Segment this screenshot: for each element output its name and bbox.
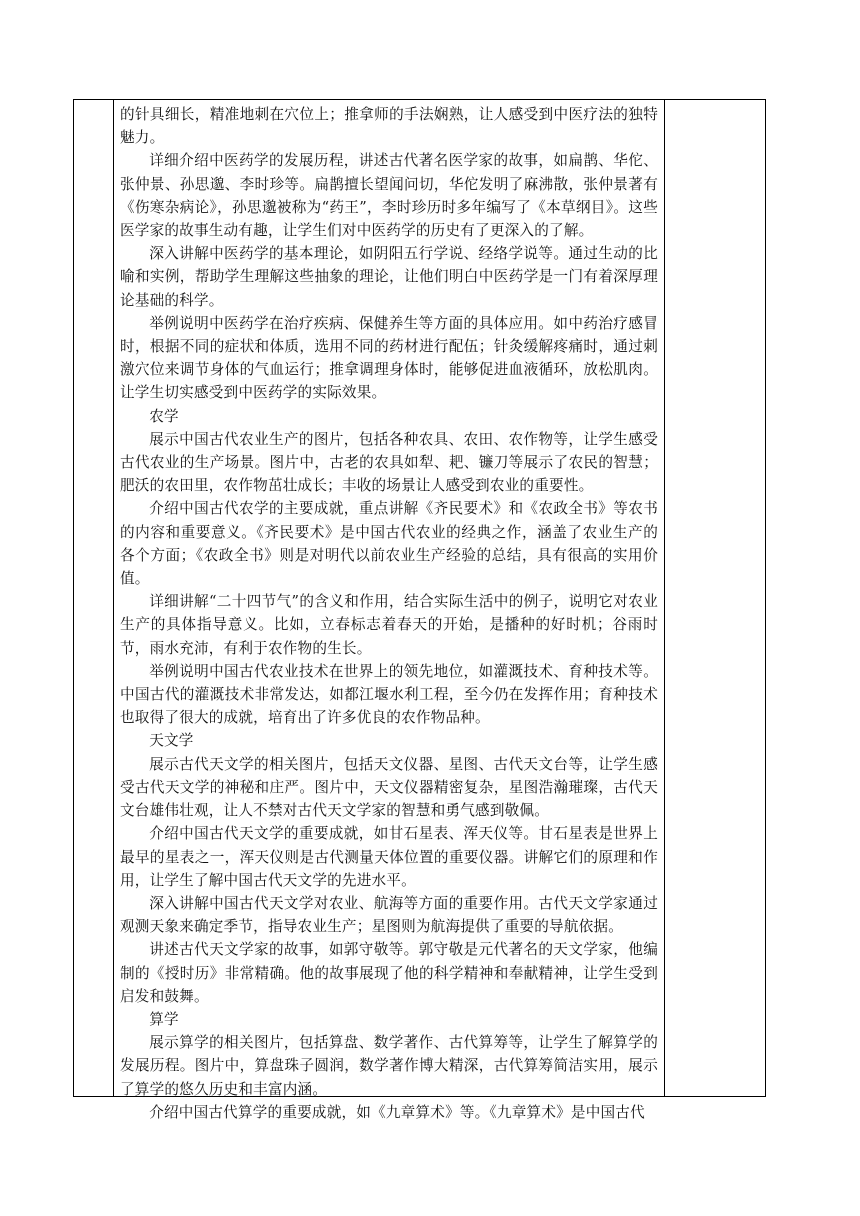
table-column-divider-right [664, 100, 665, 1096]
paragraph: 介绍中国古代算学的重要成就，如《九章算术》等。《九章算术》是中国古代 [149, 1103, 645, 1121]
paragraph: 讲述古代天文学家的故事，如郭守敬等。郭守敬是元代著名的天文学家，他编制的《授时历》非常精确。他的故事展现了他的科学精神和奉献精神，让学生受到启发和鼓舞。 [120, 941, 658, 1005]
paragraph: 深入讲解中医药学的基本理论，如阴阳五行学说、经络学说等。通过生动的比喻和实例，帮助学生理解这些抽象的理论，让他们明白中医药学是一门有着深厚理论基础的科学。 [120, 245, 658, 309]
paragraph: 展示中国古代农业生产的图片，包括各种农具、农田、农作物等，让学生感受古代农业的生产场景。图片中，古老的农具如犁、耙、镰刀等展示了农民的智慧；肥沃的农田里，农作物茁壮成长；丰收的场景让人感受到农业的重要性。 [120, 430, 658, 495]
paragraph: 介绍中国古代农学的主要成就，重点讲解《齐民要术》和《农政全书》等农书的内容和重要意义。《齐民要术》是中国古代农业的经典之作，涵盖了农业生产的各个方面；《农政全书》则是对明代以前农业生产经验的总结，具有很高的实用价值。 [120, 500, 658, 588]
lesson-content-cell [114, 100, 664, 1124]
paragraph: 举例说明中国古代农业技术在世界上的领先地位，如灌溉技术、育种技术等。中国古代的灌溉技术非常发达，如都江堰水利工程，至今仍在发挥作用；育种技术也取得了很大的成就，培育出了许多优良的农作物品种。 [120, 662, 658, 727]
paragraph: 举例说明中医药学在治疗疾病、保健养生等方面的具体应用。如中药治疗感冒时，根据不同的症状和体质，选用不同的药材进行配伍；针灸缓解疼痛时，通过刺激穴位来调节身体的气血运行；推拿调理身体时，能够促进血液循环，放松肌肉。让学生切实感受到中医药学的实际效果。 [120, 314, 658, 402]
paragraph: 详细讲解“二十四节气”的含义和作用，结合实际生活中的例子，说明它对农业生产的具体指导意义。比如，立春标志着春天的开始，是播种的好时机；谷雨时节，雨水充沛，有利于农作物的生长。 [120, 593, 658, 657]
paragraph: 介绍中国古代天文学的重要成就，如甘石星表、浑天仪等。甘石星表是世界上最早的星表之一，浑天仪则是古代测量天体位置的重要仪器。讲解它们的原理和作用，让学生了解中国古代天文学的先进水平。 [120, 825, 658, 889]
paragraph: 展示算学的相关图片，包括算盘、数学著作、古代算筹等，让学生了解算学的发展历程。图片中，算盘珠子圆润，数学著作博大精深，古代算筹简洁实用，展示了算学的悠久历史和丰富内涵。 [120, 1034, 658, 1098]
paragraph: 详细介绍中医药学的发展历程，讲述古代著名医学家的故事，如扁鹊、华佗、张仲景、孙思邈、李时珍等。扁鹊擅长望闻问切，华佗发明了麻沸散，张仲景著有《伤寒杂病论》，孙思邈被称为“药王”，李时珍历时多年编写了《本草纲目》。这些医学家的故事生动有趣，让学生们对中医药学的历史有了更深入的了解。 [120, 152, 658, 240]
paragraph: 算学 [149, 1010, 179, 1028]
paragraph: 的针具细长，精准地刺在穴位上；推拿师的手法娴熟，让人感受到中医疗法的独特魅力。 [120, 106, 658, 147]
paragraph: 深入讲解中国古代天文学对农业、航海等方面的重要作用。古代天文学家通过观测天象来确定季节，指导农业生产；星图则为航海提供了重要的导航依据。 [120, 894, 658, 936]
paragraph: 天文学 [149, 732, 194, 750]
lesson-table [73, 99, 766, 1121]
paragraph: 展示古代天文学的相关图片，包括天文仪器、星图、古代天文台等，让学生感受古代天文学的神秘和庄严。图片中，天文仪器精密复杂，星图浩瀚璀璨，古代天文台雄伟壮观，让人不禁对古代天文学家的智慧和勇气感到敬佩。 [120, 755, 658, 820]
paragraph: 农学 [149, 407, 179, 425]
